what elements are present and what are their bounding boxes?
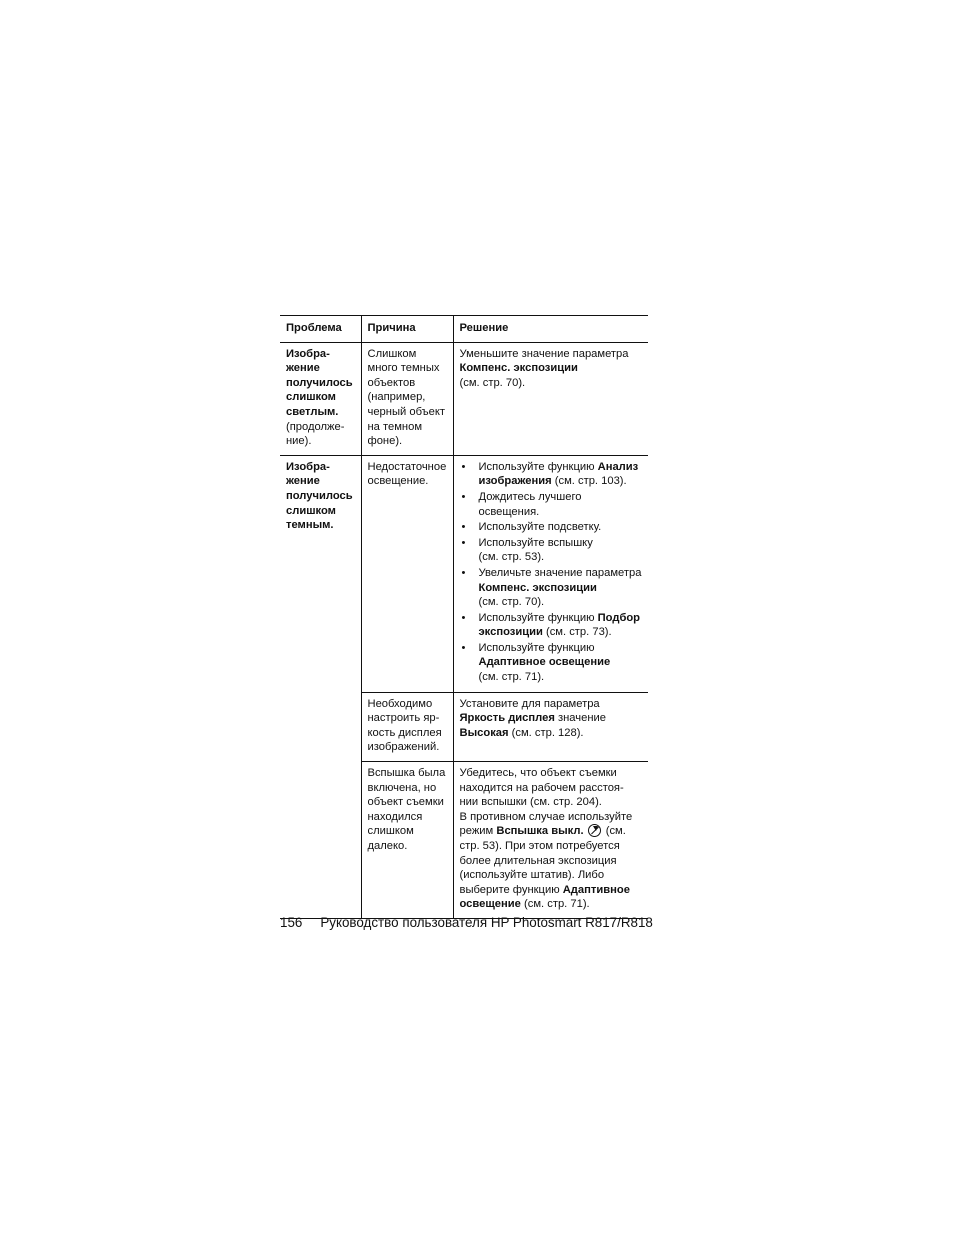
page-footer [280,915,653,930]
header-solution: Решение [453,316,648,343]
list-item-param: Анализ изображения [478,460,639,488]
list-item-text: • Используйте функцию [478,641,595,654]
cause-cell: Вспышка была включена, но объект съемки находился слишком далеко. [361,762,453,919]
list-item-text: Дождитесь лучшего освещения. [478,490,582,518]
list-item [460,641,645,685]
solution-text: (см. стр. 53). При этом потребуется более длительная экспозиция (используйте штатив). Либо выберите функцию [459,825,626,896]
list-item-text: Используйте вспышку (см. стр. 53). [478,536,593,564]
list-item [460,460,645,489]
list-item-ref: (см. стр. 71). [478,671,545,684]
header-problem: Проблема [286,322,342,334]
list-item-param: Компенс. экспозиции [478,581,597,594]
solution-text: Убедитесь, что объект съемки находится на рабочем расстоя- нии вспышки (см. стр. 204). [459,767,624,809]
problem-text: Изобра- жение получилось слишком темным. [286,460,353,532]
cause-cell: Необходимо настроить яр- кость дисплея изображений. [361,692,453,761]
list-item [460,611,645,640]
solution-text: значение [554,712,606,725]
solution-param: Компенс. экспозиции [459,362,578,375]
solution-ref: (см. стр. 128). [508,726,584,739]
list-item-ref: (см. стр. 73). [542,626,612,639]
list-item-text: Используйте функцию [478,460,598,473]
list-item-ref: (см. стр. 70). [478,596,545,609]
solution-cell [453,762,648,919]
list-item [460,520,645,535]
solution-cell [453,342,648,455]
table-row [280,455,648,692]
list-item-text: • Увеличьте значение параметра [478,566,642,579]
list-item [460,536,645,565]
cause-cell: Недостаточное освещение. [361,455,453,692]
solution-cell [453,692,648,761]
flash-off-icon [588,824,601,837]
troubleshooting-table [280,315,648,919]
table-header-row [280,316,648,343]
problem-cell [280,342,361,455]
solution-ref: (см. стр. 71). [520,898,590,911]
problem-cell [280,455,361,918]
list-item-text: Используйте функцию [478,611,598,624]
solution-ref: (см. стр. 70). [459,376,526,389]
solution-cell [453,455,648,692]
list-item-text: Используйте подсветку. [478,521,602,534]
solution-list [460,460,645,685]
solution-text: В противном случае используйте режим [459,810,633,838]
solution-text: Установите для параметра [459,697,600,710]
list-item-ref: (см. стр. 103). [551,475,627,488]
header-cause: Причина [361,316,453,343]
solution-param: Яркость дисплея [459,712,555,725]
problem-text: Изобра- жение получилось слишком светлым. [286,347,353,418]
problem-note: (продолже- ние). [286,420,345,448]
list-item [460,490,645,519]
list-item-param: Адаптивное освещение [478,656,611,669]
list-item [460,566,645,610]
cause-cell: Слишком много темных объектов (например, черный объект на темном фоне). [361,342,453,455]
list-item-param: Подбор экспозиции [478,611,641,639]
page-number: 156 [280,915,303,930]
solution-param: Адаптивное освещение [459,883,630,911]
solution-value: Высокая [459,726,509,739]
solution-text: Уменьшите значение параметра [459,347,629,360]
table-row [280,342,648,455]
footer-title: Руководство пользователя HP Photosmart R817/R818 [320,915,653,930]
solution-param: Вспышка выкл. [496,825,584,838]
